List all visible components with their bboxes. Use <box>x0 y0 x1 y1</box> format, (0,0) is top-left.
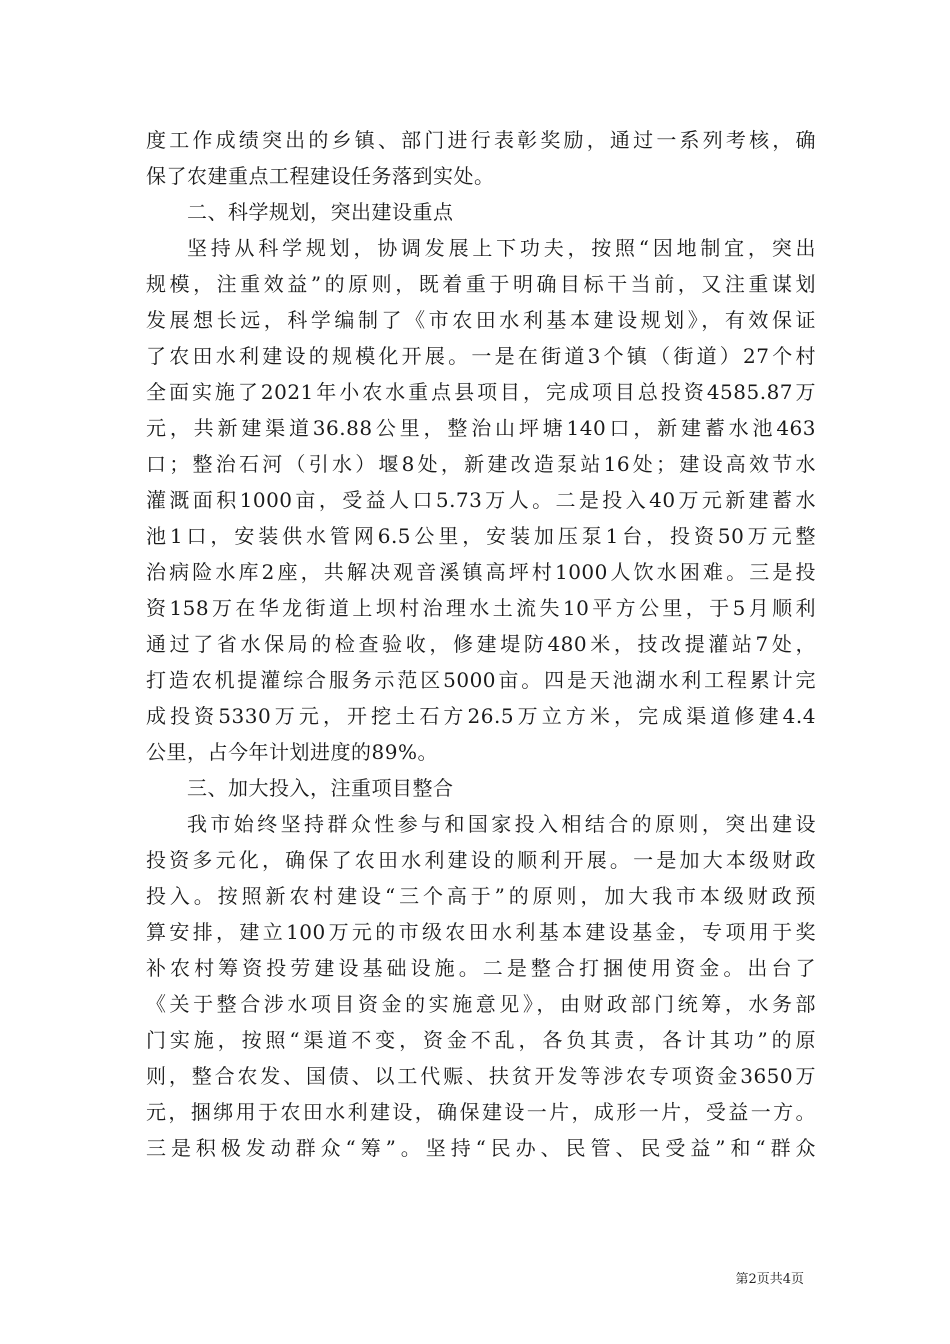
text-line: 打造农机提灌综合服务示范区5000亩。四是天池湖水利工程累计完 <box>146 668 816 692</box>
text-line: 度工作成绩突出的乡镇、部门进行表彰奖励，通过一系列考核，确 <box>146 128 816 152</box>
text-line: 保了农建重点工程建设任务落到实处。 <box>146 164 495 188</box>
text-line: 通过了省水保局的检查验收，修建堤防480米，技改提灌站7处， <box>146 632 816 656</box>
page-number: 第2页共4页 <box>735 1272 804 1287</box>
text-line: 规模，注重效益”的原则，既着重于明确目标干当前，又注重谋划 <box>146 272 816 296</box>
text-line: 元，捆绑用于农田水利建设，确保建设一片，成形一片，受益一方。 <box>146 1100 816 1124</box>
section-heading: 二、科学规划，突出建设重点 <box>187 200 454 224</box>
text-line: 公里，占今年计划进度的89%。 <box>146 740 438 764</box>
text-line: 发展想长远，科学编制了《市农田水利基本建设规划》，有效保证 <box>146 308 816 332</box>
section-heading: 三、加大投入，注重项目整合 <box>187 776 454 800</box>
text-line: 我市始终坚持群众性参与和国家投入相结合的原则，突出建设 <box>187 812 816 836</box>
text-line: 灌溉面积1000亩，受益人口5.73万人。二是投入40万元新建蓄水 <box>146 488 816 512</box>
text-line: 全面实施了2021年小农水重点县项目，完成项目总投资4585.87万 <box>146 380 816 404</box>
text-line: 三是积极发动群众“筹”。坚持“民办、民管、民受益”和“群众 <box>146 1136 816 1160</box>
text-line: 口；整治石河（引水）堰8处，新建改造泵站16处；建设高效节水 <box>146 452 816 476</box>
text-line: 元，共新建渠道36.88公里，整治山坪塘140口，新建蓄水池463 <box>146 416 816 440</box>
text-line: 补农村筹资投劳建设基础设施。二是整合打捆使用资金。出台了 <box>146 956 816 980</box>
text-line: 治病险水库2座，共解决观音溪镇高坪村1000人饮水困难。三是投 <box>146 560 816 584</box>
text-line: 算安排，建立100万元的市级农田水利基本建设基金，专项用于奖 <box>146 920 816 944</box>
text-line: 了农田水利建设的规模化开展。一是在街道3个镇（街道）27个村 <box>146 344 816 368</box>
text-line: 门实施，按照“渠道不变，资金不乱，各负其责，各计其功”的原 <box>146 1028 816 1052</box>
text-line: 池1口，安装供水管网6.5公里，安装加压泵1台，投资50万元整 <box>146 524 816 548</box>
text-line: 投入。按照新农村建设“三个高于”的原则，加大我市本级财政预 <box>146 884 816 908</box>
document-body <box>146 122 816 1166</box>
text-line: 成投资5330万元，开挖土石方26.5万立方米，完成渠道修建4.4 <box>146 704 816 728</box>
text-line: 《关于整合涉水项目资金的实施意见》，由财政部门统筹，水务部 <box>146 992 816 1016</box>
text-line: 坚持从科学规划，协调发展上下功夫，按照“因地制宜，突出 <box>187 236 816 260</box>
text-line: 投资多元化，确保了农田水利建设的顺利开展。一是加大本级财政 <box>146 848 816 872</box>
text-line: 则，整合农发、国债、以工代赈、扶贫开发等涉农专项资金3650万 <box>146 1064 816 1088</box>
text-line: 资158万在华龙街道上坝村治理水土流失10平方公里，于5月顺利 <box>146 596 816 620</box>
